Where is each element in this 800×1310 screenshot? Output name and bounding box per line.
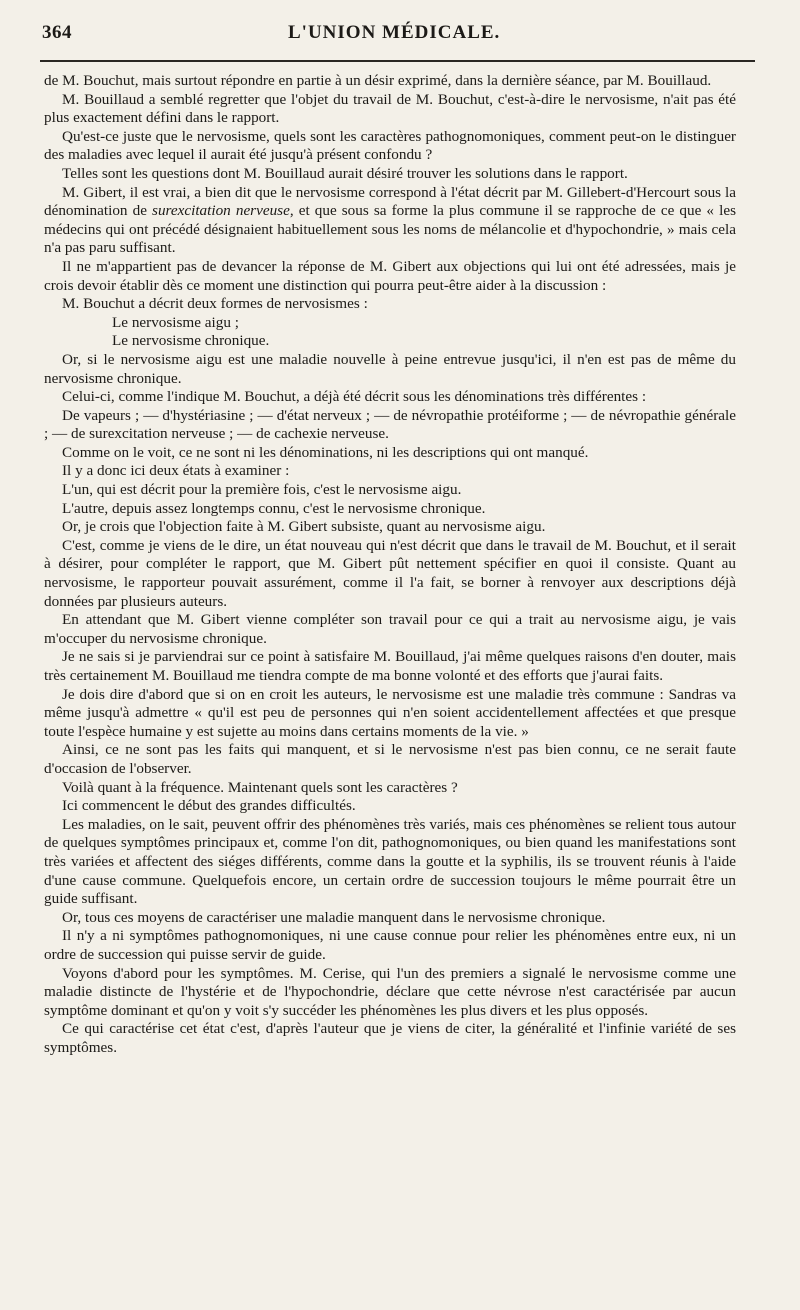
- paragraph: De vapeurs ; — d'hystériasine ; — d'état nerveux ; — de névropathie protéiforme ; — de névropathie générale ; — de surexcitation nerveuse ; — de cachexie nerveuse.: [44, 406, 736, 443]
- paragraph: M. Gibert, il est vrai, a bien dit que le nervosisme correspond à l'état décrit par M. Gillebert-d'Hercourt sous la dénomination de surexcitation nerveuse, et que sous sa forme la plus commune il se rapproche de ce que « les médecins qui ont précédé désignaient habituellement sous les noms de mélancolie et d'hypochondrie, » mais cela n'a pas paru suffisant.: [44, 183, 736, 257]
- paragraph: Voilà quant à la fréquence. Maintenant quels sont les caractères ?: [62, 778, 458, 796]
- article-body: [44, 72, 736, 1057]
- paragraph: L'un, qui est décrit pour la première fois, c'est le nervosisme aigu.: [62, 481, 462, 499]
- paragraph: Celui-ci, comme l'indique M. Bouchut, a déjà été décrit sous les dénominations très différentes :: [62, 388, 647, 406]
- paragraph: M. Bouillaud a semblé regretter que l'objet du travail de M. Bouchut, c'est-à-dire le nervosisme, n'ait pas été plus exactement défini dans le rapport.: [44, 90, 736, 127]
- paragraph: Ainsi, ce ne sont pas les faits qui manquent, et si le nervosisme n'est pas bien connu, ce ne serait faute d'occasion de l'observer.: [44, 741, 736, 777]
- paragraph: En attendant que M. Gibert vienne compléter son travail pour ce qui a trait au nervosisme aigu, je vais m'occuper du nervosisme chronique.: [44, 611, 736, 647]
- page-number: 364: [42, 22, 72, 43]
- paragraph: Ici commencent le début des grandes difficultés.: [62, 797, 356, 815]
- paragraph: de M. Bouchut, mais surtout répondre en partie à un désir exprimé, dans la dernière séance, par M. Bouillaud.: [44, 72, 712, 89]
- paragraph: Les maladies, on le sait, peuvent offrir des phénomènes très variés, mais ces phénomènes se relient tous autour de quelques symptômes principaux et, comme l'on dit, pathognomoniques, ou bien quand les manifestations sont très variées et affectent des siéges différents, comme dans la goutte et la syphilis, ils se trouvent réunis à l'aide d'une cause commune. Quelquefois encore, un certain ordre de succession toujours le même pourrait être un guide suffisant.: [44, 815, 736, 908]
- paragraph: Or, je crois que l'objection faite à M. Gibert subsiste, quant au nervosisme aigu.: [62, 518, 546, 536]
- paragraph: Il n'y a ni symptômes pathognomoniques, ni une cause connue pour relier les phénomènes entre eux, ni un ordre de succession qui puisse servir de guide.: [44, 927, 736, 963]
- running-title: L'UNION MÉDICALE.: [288, 22, 501, 43]
- paragraph: C'est, comme je viens de le dire, un état nouveau qui n'est décrit que dans le travail de M. Bouchut, et il serait à désirer, pour compléter le rapport, que M. Gibert pût nettement spécifier en quoi il consiste. Quant au nervosisme, le rapporteur pouvait assurément, comme il l'a fait, se borner à renvoyer aux descriptions déjà données par plusieurs auteurs.: [44, 536, 736, 610]
- paragraph: Or, si le nervosisme aigu est une maladie nouvelle à peine entrevue jusqu'ici, il n'en est pas de même du nervosisme chronique.: [44, 350, 736, 387]
- paragraph: Il ne m'appartient pas de devancer la réponse de M. Gibert aux objections qui lui ont été adressées, mais je crois devoir établir dès ce moment une distinction qui pourra peut-être aider à la discussion :: [44, 257, 736, 294]
- paragraph: L'autre, depuis assez longtemps connu, c'est le nervosisme chronique.: [62, 499, 486, 517]
- paragraph: Comme on le voit, ce ne sont ni les dénominations, ni les descriptions qui ont manqué.: [62, 443, 589, 461]
- italic-term: surexcitation nerveuse: [152, 202, 290, 220]
- paragraph: Je ne sais si je parviendrai sur ce point à satisfaire M. Bouillaud, j'ai même quelques raisons d'en douter, mais très certainement M. Bouillaud me tiendra compte de ma bonne volonté et des efforts que j'aurai faits.: [44, 648, 736, 684]
- list-item: Le nervosisme chronique.: [112, 332, 270, 350]
- paragraph: Il y a donc ici deux états à examiner :: [62, 462, 290, 480]
- list-item: Le nervosisme aigu ;: [112, 313, 239, 331]
- header-rule: [40, 60, 755, 62]
- paragraph: Telles sont les questions dont M. Bouillaud aurait désiré trouver les solutions dans le rapport.: [62, 164, 628, 182]
- paragraph: Ce qui caractérise cet état c'est, d'après l'auteur que je viens de citer, la généralité et l'infinie variété de ses symptômes.: [44, 1020, 736, 1056]
- paragraph: M. Bouchut a décrit deux formes de nervosismes :: [62, 295, 368, 313]
- paragraph: Voyons d'abord pour les symptômes. M. Cerise, qui l'un des premiers a signalé le nervosisme comme une maladie distincte de l'hystérie et de l'hypochondrie, déclare que cette névrose n'est caractérisée par aucun symptôme dominant et qu'on y voit s'y succéder les phénomènes les plus divers et les plus opposés.: [44, 964, 736, 1019]
- page-header: [42, 22, 742, 54]
- paragraph: Je dois dire d'abord que si on en croit les auteurs, le nervosisme est une maladie très commune : Sandras va même jusqu'à admettre « qu'il est peu de personnes qui n'en soient accidentellement affectées et que presque toute l'espèce humaine y est sujette au moins dans certains moments de la vie. »: [44, 685, 736, 740]
- paragraph: Qu'est-ce juste que le nervosisme, quels sont les caractères pathognomoniques, comment peut-on le distinguer des maladies avec lequel il aurait été jusqu'à présent confondu ?: [44, 127, 736, 164]
- paragraph: Or, tous ces moyens de caractériser une maladie manquent dans le nervosisme chronique.: [62, 908, 606, 926]
